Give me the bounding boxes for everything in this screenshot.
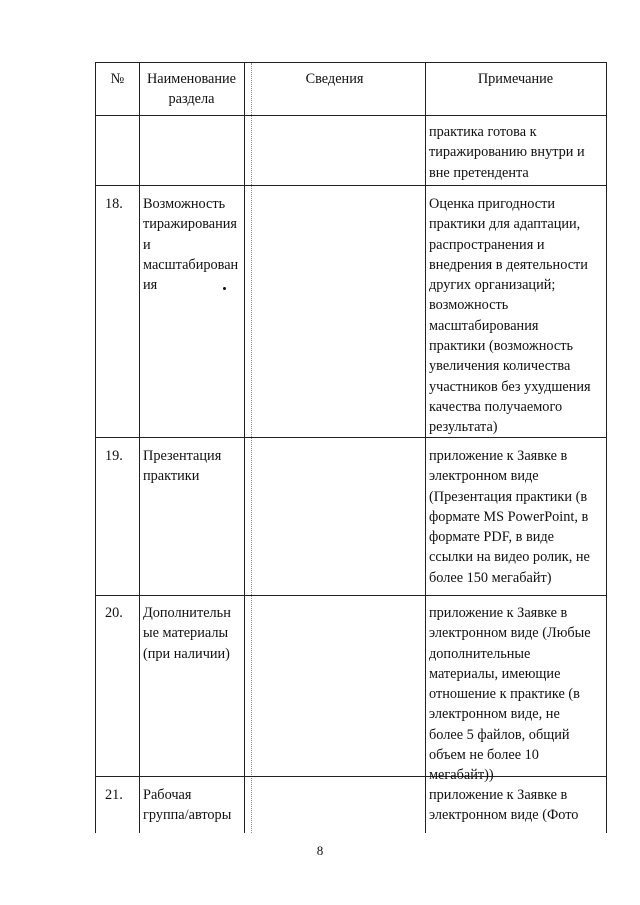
row-divider — [96, 595, 606, 596]
row-note: приложение к Заявке в электронном виде (Любые дополнительные материалы, имеющие отношение к практике (в электронном виде, не более 5 файлов, общий объем не более 10 мегабайт)) — [429, 605, 591, 784]
header-section-name: Наименование раздела — [146, 71, 237, 108]
col-divider-faint — [251, 63, 252, 833]
row-section-name: Дополнительн ые материалы (при наличии) — [143, 605, 231, 662]
header-note: Примечание — [477, 71, 554, 87]
row-section-name: Презентация практики — [143, 448, 222, 485]
page-number: 8 — [316, 843, 324, 858]
requirements-table — [95, 62, 607, 833]
row-note: приложение к Заявке в электронном виде (Фото — [429, 787, 579, 824]
header-info: Сведения — [305, 71, 364, 87]
row-num: 19. — [105, 448, 123, 464]
header-num: № — [110, 71, 125, 87]
row-note: практика готова к тиражированию внутри и вне претендента — [429, 124, 585, 181]
stray-mark — [223, 287, 226, 290]
row-divider — [96, 115, 606, 116]
row-num: 20. — [105, 605, 123, 621]
col-divider — [139, 63, 140, 833]
row-note: приложение к Заявке в электронном виде (Презентация практики (в формате MS PowerPoint, в формате PDF, в виде ссылки на видео ролик, не более 150 мегабайт) — [429, 448, 590, 586]
row-section-name: Рабочая группа/авторы — [143, 787, 232, 824]
row-section-name: Возможность тиражирования и масштабирован ия — [143, 196, 239, 294]
row-num: 18. — [105, 196, 123, 212]
col-divider — [425, 63, 426, 833]
row-divider — [96, 185, 606, 186]
row-num: 21. — [105, 787, 123, 803]
col-divider — [244, 63, 245, 833]
row-note: Оценка пригодности практики для адаптации, распространения и внедрения в деятельности других организаций; возможность масштабирования практики (возможность увеличения количества участников без ухудшения качества получаемого результата) — [429, 196, 591, 436]
